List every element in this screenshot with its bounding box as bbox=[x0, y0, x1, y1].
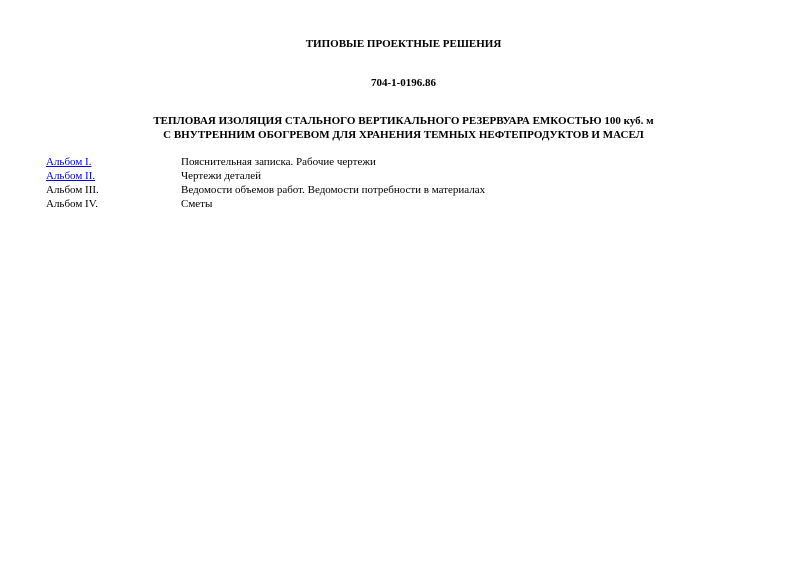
album-3-label: Альбом III. bbox=[46, 184, 99, 196]
album-row-1 bbox=[46, 155, 766, 169]
album-3-description: Ведомости объемов работ. Ведомости потребности в материалах bbox=[181, 184, 486, 196]
album-row-4 bbox=[46, 197, 766, 211]
album-2-description: Чертежи деталей bbox=[181, 170, 261, 182]
album-4-description: Сметы bbox=[181, 198, 213, 210]
album-4-label: Альбом IV. bbox=[46, 198, 98, 210]
album-row-2 bbox=[46, 169, 766, 183]
album-list bbox=[46, 155, 766, 211]
document-title-line-1: ТЕПЛОВАЯ ИЗОЛЯЦИЯ СТАЛЬНОГО ВЕРТИКАЛЬНОГО РЕЗЕРВУАРА ЕМКОСТЬЮ 100 куб. м bbox=[153, 115, 654, 127]
document-title-line-2: С ВНУТРЕННИМ ОБОГРЕВОМ ДЛЯ ХРАНЕНИЯ ТЕМНЫХ НЕФТЕПРОДУКТОВ И МАСЕЛ bbox=[163, 129, 644, 141]
document-code: 704-1-0196.86 bbox=[370, 77, 437, 89]
series-heading: ТИПОВЫЕ ПРОЕКТНЫЕ РЕШЕНИЯ bbox=[305, 38, 502, 50]
album-row-3 bbox=[46, 183, 766, 197]
album-2-link[interactable]: Альбом II. bbox=[46, 170, 96, 182]
album-1-link[interactable]: Альбом I. bbox=[46, 156, 92, 168]
album-1-description: Пояснительная записка. Рабочие чертежи bbox=[181, 156, 376, 168]
